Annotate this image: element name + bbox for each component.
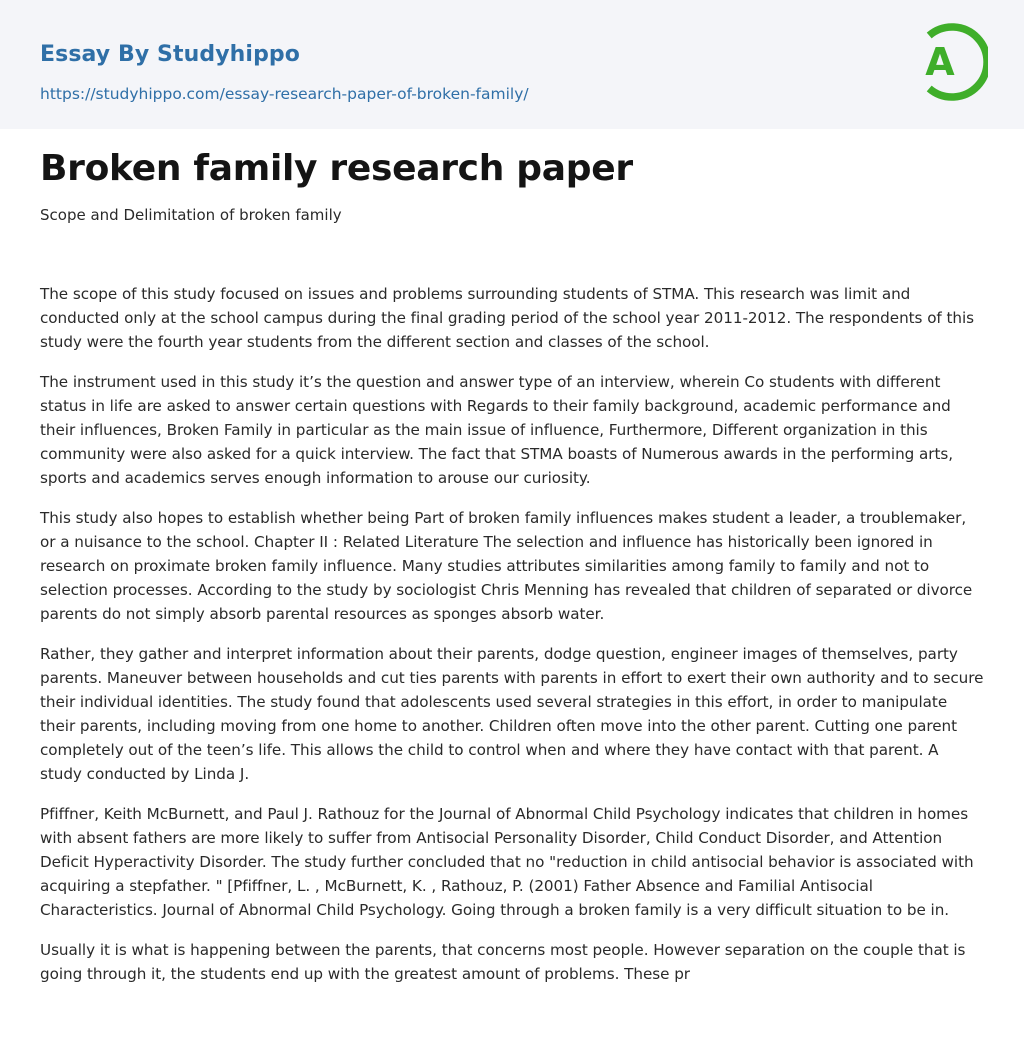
essay-url-link[interactable]: https://studyhippo.com/essay-research-paper-of-broken-family/ [40, 85, 529, 103]
studyhippo-logo-icon[interactable] [912, 18, 988, 106]
site-brand[interactable]: Essay By Studyhippo [40, 42, 300, 67]
article-paragraph: Pfiffner, Keith McBurnett, and Paul J. Rathouz for the Journal of Abnormal Child Psychology indicates that children in homes with absent fathers are more likely to suffer from Antisocial Personality Disorder, Child Conduct Disorder, and Attention Deficit Hyperactivity Disorder. The study further concluded that no "reduction in child antisocial behavior is associated with acquiring a stepfather. " [Pfiffner, L. , McBurnett, K. , Rathouz, P. (2001) Father Absence and Familial Antisocial Characteristics. Journal of Abnormal Child Psychology. Going through a broken family is a very difficult situation to be in. [40, 805, 974, 919]
article-paragraph: Usually it is what is happening between the parents, that concerns most people. However separation on the couple that is going through it, the students end up with the greatest amount of problems. These pr [40, 941, 966, 983]
article [0, 129, 1024, 986]
logo-letter: A [925, 40, 955, 84]
article-body [40, 282, 984, 986]
article-paragraph: This study also hopes to establish whether being Part of broken family influences makes student a leader, a troublemaker, or a nuisance to the school. Chapter II : Related Literature The selection and influence has historically been ignored in research on proximate broken family influence. Many studies attributes similarities among family to family and not to selection processes. According to the study by sociologist Chris Menning has revealed that children of separated or divorce parents do not simply absorb parental resources as sponges absorb water. [40, 509, 973, 623]
site-header [0, 0, 1024, 129]
page-subtitle: Scope and Delimitation of broken family [40, 206, 342, 224]
article-paragraph: The instrument used in this study it’s the question and answer type of an interview, wherein Co students with different status in life are asked to answer certain questions with Regards to their family background, academic performance and their influences, Broken Family in particular as the main issue of influence, Furthermore, Different organization in this community were also asked for a quick interview. The fact that STMA boasts of Numerous awards in the performing arts, sports and academics serves enough information to arouse our curiosity. [40, 373, 954, 487]
article-paragraph: Rather, they gather and interpret information about their parents, dodge question, engineer images of themselves, party parents. Maneuver between households and cut ties parents with parents in effort to exert their own authority and to secure their individual identities. The study found that adolescents used several strategies in this effort, in order to manipulate their parents, including moving from one home to another. Children often move into the other parent. Cutting one parent completely out of the teen’s life. This allows the child to control when and where they have contact with that parent. A study conducted by Linda J. [40, 645, 984, 783]
article-paragraph: The scope of this study focused on issues and problems surrounding students of STMA. This research was limit and conducted only at the school campus during the final grading period of the school year 2011-2012. The respondents of this study were the fourth year students from the different section and classes of the school. [40, 285, 975, 351]
page-title: Broken family research paper [40, 148, 633, 189]
